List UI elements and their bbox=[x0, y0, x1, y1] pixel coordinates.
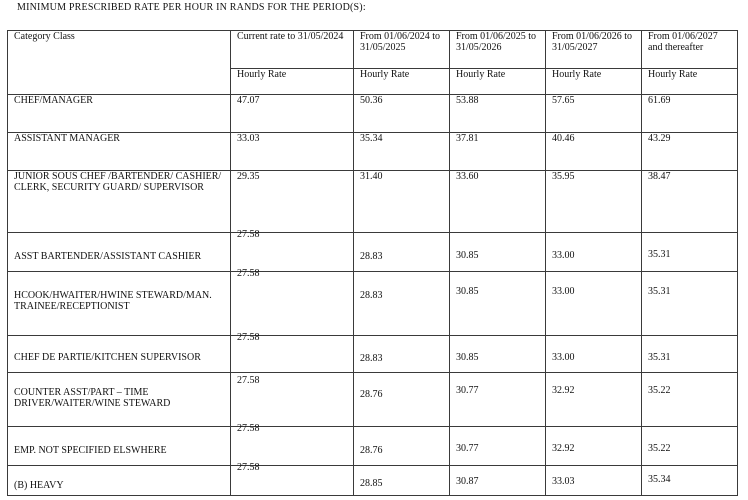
rate-cell: 33.00 bbox=[546, 272, 642, 336]
rate-cell: 35.22 bbox=[642, 427, 738, 466]
table-row bbox=[8, 272, 738, 336]
rate-cell: 35.34 bbox=[354, 133, 450, 171]
rate-value: 27.58 bbox=[237, 332, 260, 343]
rate-cell bbox=[231, 373, 354, 427]
unit-label: Hourly Rate bbox=[354, 69, 450, 95]
header-period-2027: From 01/06/2027 and thereafter bbox=[642, 31, 738, 69]
header-period-2025: From 01/06/2025 to 31/05/2026 bbox=[450, 31, 546, 69]
table-row bbox=[8, 95, 738, 133]
rate-cell: 30.85 bbox=[450, 233, 546, 272]
header-category-class: Category Class bbox=[8, 31, 231, 95]
category-cell: EMP. NOT SPECIFIED ELSWHERE bbox=[8, 427, 231, 466]
rate-cell: 30.87 bbox=[450, 466, 546, 496]
rate-cell bbox=[231, 462, 354, 496]
rate-cell: 35.95 bbox=[546, 171, 642, 233]
table-row bbox=[8, 427, 738, 466]
category-cell: ASST BARTENDER/ASSISTANT CASHIER bbox=[8, 233, 231, 272]
rate-cell: 28.76 bbox=[354, 427, 450, 466]
unit-label: Hourly Rate bbox=[231, 69, 354, 95]
header-period-2026: From 01/06/2026 to 31/05/2027 bbox=[546, 31, 642, 69]
rate-cell: 40.46 bbox=[546, 133, 642, 171]
rate-cell bbox=[231, 423, 354, 466]
rate-cell: 28.83 bbox=[354, 233, 450, 272]
table-row bbox=[8, 373, 738, 427]
category-cell: HCOOK/HWAITER/HWINE STEWARD/MAN. TRAINEE/RECEPTIONIST bbox=[8, 272, 231, 336]
rate-cell: 28.83 bbox=[354, 272, 450, 336]
rate-cell: 35.31 bbox=[642, 336, 738, 373]
unit-label: Hourly Rate bbox=[642, 69, 738, 95]
header-current-rate: Current rate to 31/05/2024 bbox=[231, 31, 354, 69]
rate-cell bbox=[231, 332, 354, 373]
rate-cell: 30.77 bbox=[450, 373, 546, 427]
header-period-2024: From 01/06/2024 to 31/05/2025 bbox=[354, 31, 450, 69]
rate-cell: 30.85 bbox=[450, 272, 546, 336]
rate-cell: 35.31 bbox=[642, 233, 738, 272]
category-cell: ASSISTANT MANAGER bbox=[8, 133, 231, 171]
rate-cell: 47.07 bbox=[231, 95, 354, 133]
rate-value: 27.58 bbox=[237, 423, 260, 434]
category-cell: (B) HEAVY bbox=[8, 466, 231, 496]
category-cell: CHEF/MANAGER bbox=[8, 95, 231, 133]
rate-value: 27.58 bbox=[237, 229, 260, 240]
rate-cell: 30.77 bbox=[450, 427, 546, 466]
rate-cell: 38.47 bbox=[642, 171, 738, 233]
rate-cell: 61.69 bbox=[642, 95, 738, 133]
unit-label: Hourly Rate bbox=[546, 69, 642, 95]
rate-cell: 33.03 bbox=[546, 466, 642, 496]
table-row bbox=[8, 336, 738, 373]
rate-cell: 28.83 bbox=[354, 336, 450, 373]
rate-cell bbox=[231, 229, 354, 272]
rate-cell: 33.00 bbox=[546, 233, 642, 272]
rate-cell: 35.31 bbox=[642, 272, 738, 336]
rate-cell: 33.03 bbox=[231, 133, 354, 171]
rate-cell: 35.22 bbox=[642, 373, 738, 427]
table-row bbox=[8, 233, 738, 272]
rate-cell: 53.88 bbox=[450, 95, 546, 133]
rate-cell: 33.60 bbox=[450, 171, 546, 233]
category-cell: COUNTER ASST/PART – TIME DRIVER/WAITER/WINE STEWARD bbox=[8, 373, 231, 427]
rate-cell: 31.40 bbox=[354, 171, 450, 233]
rate-cell: 28.85 bbox=[354, 466, 450, 496]
table-row bbox=[8, 466, 738, 496]
rate-cell: 43.29 bbox=[642, 133, 738, 171]
rate-cell: 57.65 bbox=[546, 95, 642, 133]
rate-cell: 29.35 bbox=[231, 171, 354, 233]
table-row bbox=[8, 171, 738, 233]
table-row bbox=[8, 133, 738, 171]
rates-table bbox=[7, 30, 738, 496]
rate-cell: 50.36 bbox=[354, 95, 450, 133]
rate-cell: 32.92 bbox=[546, 427, 642, 466]
rate-cell: 30.85 bbox=[450, 336, 546, 373]
header-row bbox=[8, 31, 738, 69]
rate-cell: 37.81 bbox=[450, 133, 546, 171]
rate-cell: 35.34 bbox=[642, 466, 738, 496]
rate-cell: 28.76 bbox=[354, 373, 450, 427]
rate-cell bbox=[231, 268, 354, 336]
rate-cell: 32.92 bbox=[546, 373, 642, 427]
category-cell: JUNIOR SOUS CHEF /BARTENDER/ CASHIER/ CLERK, SECURITY GUARD/ SUPERVISOR bbox=[8, 171, 231, 233]
page-title: MINIMUM PRESCRIBED RATE PER HOUR IN RANDS FOR THE PERIOD(S): bbox=[17, 2, 366, 13]
rate-value: 27.58 bbox=[237, 375, 260, 386]
rate-value: 27.58 bbox=[237, 462, 260, 473]
category-cell: CHEF DE PARTIE/KITCHEN SUPERVISOR bbox=[8, 336, 231, 373]
rate-cell: 33.00 bbox=[546, 336, 642, 373]
unit-label: Hourly Rate bbox=[450, 69, 546, 95]
rate-value: 27.58 bbox=[237, 268, 260, 279]
